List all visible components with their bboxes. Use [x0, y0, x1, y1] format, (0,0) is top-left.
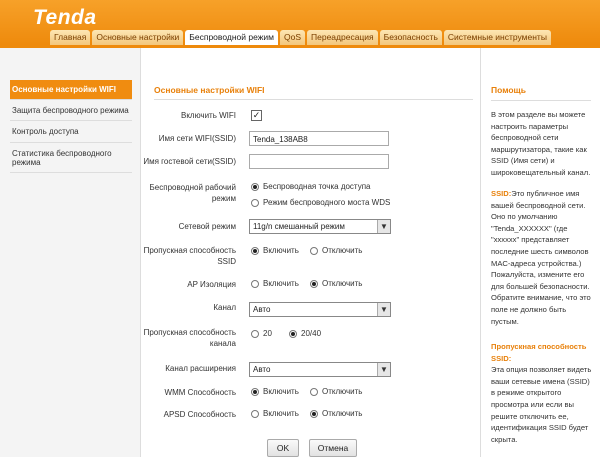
help-broadcast-text: Эта опция позволяет видеть ваши сетевые имена (SSID) в режиме открытого просмотра или если вы решите отключить ее, идентификация SSID будет скрыта.	[491, 365, 592, 444]
ap-isolation-off-label: Отключить	[322, 279, 363, 288]
wireless-mode-label-line2: режим	[211, 194, 236, 203]
chevron-down-icon[interactable]: ▼	[377, 303, 390, 316]
bandwidth-20-40-label: 20/40	[301, 329, 322, 338]
wireless-mode-label	[141, 182, 236, 204]
chevron-down-icon[interactable]: ▼	[377, 363, 390, 376]
ssid-broadcast-label-line1: Пропускная способность	[143, 246, 236, 255]
ext-channel-value: Авто	[253, 365, 271, 374]
network-mode-label: Сетевой режим	[178, 222, 236, 231]
wireless-mode-label-line1: Беспроводной рабочий	[149, 183, 236, 192]
ext-channel-select[interactable]	[249, 362, 391, 377]
radio-wmm-on[interactable]	[251, 388, 259, 396]
ssid-input[interactable]: Tenda_138AB8	[249, 131, 389, 146]
radio-ssid-broadcast-off[interactable]	[310, 247, 318, 255]
apsd-off-label: Отключить	[322, 409, 363, 418]
ok-button[interactable]: OK	[267, 439, 299, 457]
apsd-label: APSD Способность	[163, 410, 236, 419]
tab-qos[interactable]: QoS	[280, 30, 305, 45]
radio-wds-bridge[interactable]	[251, 199, 259, 207]
radio-apsd-on[interactable]	[251, 410, 259, 418]
sidebar-item-wifi-basic[interactable]: Основные настройки WIFI	[10, 80, 132, 100]
tab-basic-settings[interactable]: Основные настройки	[92, 30, 183, 45]
wmm-off-label: Отключить	[322, 387, 363, 396]
channel-select[interactable]	[249, 302, 391, 317]
ap-isolation-on-label: Включить	[263, 279, 299, 288]
network-mode-select[interactable]	[249, 219, 391, 234]
radio-access-point[interactable]	[251, 183, 259, 191]
ssid-broadcast-off-label: Отключить	[322, 246, 363, 255]
channel-label: Канал	[213, 303, 236, 312]
tenda-logo[interactable]: Tenda	[33, 6, 97, 29]
sidebar-item-wireless-stats[interactable]: Статистика беспроводного режима	[10, 143, 132, 173]
chevron-down-icon[interactable]: ▼	[377, 220, 390, 233]
wds-bridge-label: Режим беспроводного моста WDS	[263, 198, 391, 207]
wmm-label: WMM Способность	[164, 388, 236, 397]
bandwidth-20-label: 20	[263, 329, 272, 338]
help-broadcast-section	[491, 341, 594, 445]
tab-system-tools[interactable]: Системные инструменты	[444, 30, 551, 45]
access-point-label: Беспроводная точка доступа	[263, 182, 371, 191]
sidebar	[10, 80, 132, 173]
help-broadcast-term: Пропускная способность SSID:	[491, 342, 587, 363]
channel-value: Авто	[253, 305, 271, 314]
cancel-button[interactable]: Отмена	[309, 439, 357, 457]
sidebar-item-access-control[interactable]: Контроль доступа	[10, 121, 132, 143]
sidebar-item-wireless-security[interactable]: Защита беспроводного режима	[10, 100, 132, 121]
main-panel	[140, 48, 481, 457]
help-intro: В этом разделе вы можете настроить параметры беспроводной сети маршрутизатора, такие как SSID (Имя сети) и широковещательный канал.	[491, 110, 591, 177]
radio-apsd-off[interactable]	[310, 410, 318, 418]
tab-home[interactable]: Главная	[50, 30, 90, 45]
tab-port-forwarding[interactable]: Переадресация	[307, 30, 378, 45]
bandwidth-label-line1: Пропускная способность	[143, 328, 236, 337]
guest-ssid-label: Имя гостевой сети(SSID)	[143, 157, 236, 166]
ap-isolation-label: AP Изоляция	[187, 280, 236, 289]
help-ssid-section	[491, 188, 594, 327]
checkmark-icon: ✓	[252, 110, 261, 120]
bandwidth-label	[141, 327, 236, 349]
help-title: Помощь	[491, 85, 591, 101]
guest-ssid-input[interactable]	[249, 154, 389, 169]
network-mode-value: 11g/n смешанный режим	[253, 222, 345, 231]
help-ssid-term: SSID:	[491, 189, 512, 198]
ssid-broadcast-on-label: Включить	[263, 246, 299, 255]
page-title: Основные настройки WIFI	[154, 85, 473, 100]
radio-ssid-broadcast-on[interactable]	[251, 247, 259, 255]
tab-security[interactable]: Безопасность	[380, 30, 442, 45]
help-ssid-text: Это публичное имя вашей беспроводной сети. Оно по умолчанию "Tenda_XXXXXX" (где "xxxxxx" представляет последние шесть символов MAC-адреса устройства.) Пожалуйста, измените его для большей безопасности. Обратите внимание, что это поле не должно быть пустым.	[491, 189, 591, 326]
ssid-broadcast-label-line2: SSID	[217, 257, 236, 266]
ssid-label: Имя сети WIFI(SSID)	[158, 134, 236, 143]
ssid-broadcast-label	[141, 245, 236, 267]
bandwidth-label-line2: канала	[209, 339, 236, 348]
radio-ap-isolation-off[interactable]	[310, 280, 318, 288]
wmm-on-label: Включить	[263, 387, 299, 396]
radio-ap-isolation-on[interactable]	[251, 280, 259, 288]
top-nav-tabs	[50, 30, 553, 45]
enable-wifi-checkbox[interactable]	[251, 110, 262, 121]
header-bar	[0, 0, 600, 45]
radio-bandwidth-20[interactable]	[251, 330, 259, 338]
radio-wmm-off[interactable]	[310, 388, 318, 396]
tab-wireless[interactable]: Беспроводной режим	[185, 30, 278, 45]
help-panel	[481, 48, 600, 457]
apsd-on-label: Включить	[263, 409, 299, 418]
ext-channel-label: Канал расширения	[165, 364, 236, 373]
enable-wifi-label: Включить WIFI	[181, 111, 236, 120]
radio-bandwidth-20-40[interactable]	[289, 330, 297, 338]
